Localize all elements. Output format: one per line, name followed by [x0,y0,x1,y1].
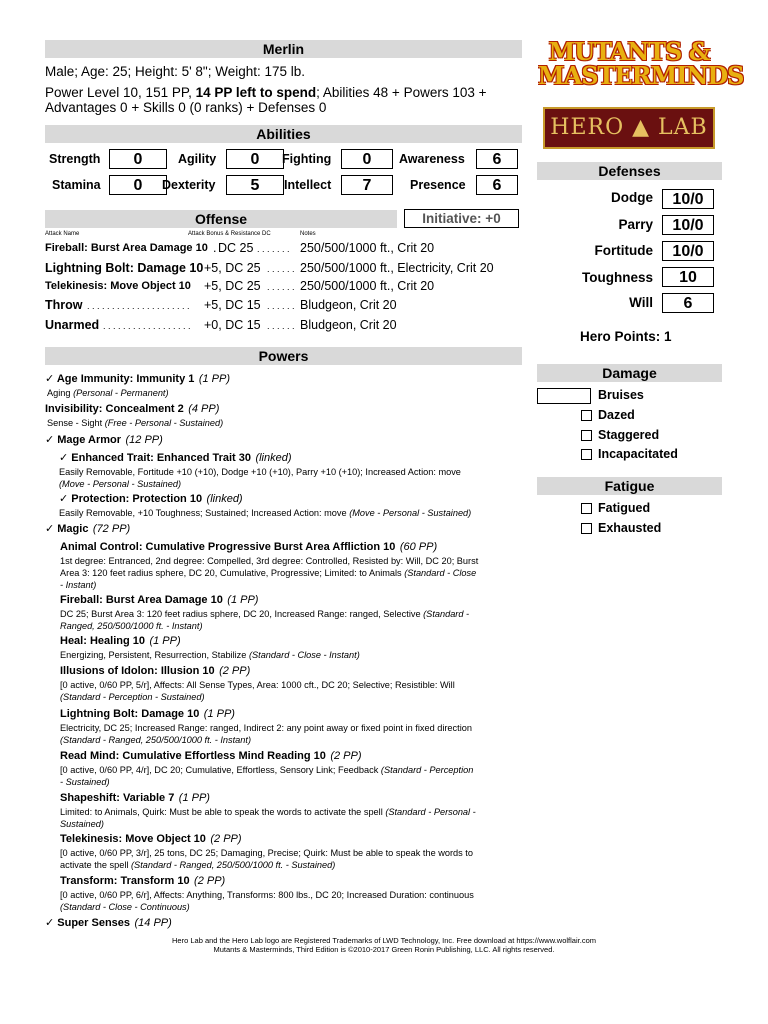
power-desc: DC 25; Burst Area 3: 120 feet radius sphere, DC 20, Increased Range: ranged, Selective [60,609,421,619]
power-desc: Energizing, Persistent, Resurrection, Stabilize [60,650,247,660]
attack-notes: Bludgeon, Crit 20 [300,318,397,332]
mutants-masterminds-logo [538,37,744,92]
attack-name: Fireball: Burst Area Damage 10 [45,242,208,254]
power-title: ✓ Magic [45,523,89,535]
power-desc: Sense - Sight [47,418,103,428]
power-action: (Move - Personal - Sustained) [59,479,182,489]
power-cost: (2 PP) [219,665,251,677]
attack-row [45,298,525,316]
power-fireball [60,590,469,632]
attack-notes: Bludgeon, Crit 20 [300,298,397,312]
presence-value: 6 [476,175,518,195]
power-lightning-bolt [60,704,472,746]
character-name: Merlin [45,40,522,58]
attack-bonus: +5, DC 15 [204,298,261,312]
attack-dots: . . . . . . . [257,244,290,254]
power-desc: Electricity, DC 25; Increased Range: ranged, Indirect 2: any point away or fixed point in fixed direction [60,723,472,733]
power-read-mind [60,746,473,788]
attack-dots: . . . . . . [267,301,295,311]
power-action: (Standard - Perception - Sustained) [60,692,205,702]
power-action: (Standard - Personal - [385,807,476,817]
staggered-row [581,428,659,442]
power-title: ✓ Enhanced Trait: Enhanced Trait 30 [59,452,251,464]
power-cost: (72 PP) [92,523,131,535]
power-shapeshift [60,788,476,830]
attack-name: Lightning Bolt: Damage 10 [45,261,204,275]
fatigued-row [581,501,650,515]
power-title: ✓ Age Immunity: Immunity 1 [45,373,195,385]
power-desc: 1st degree: Entranced, 2nd degree: Compelled, 3rd degree: Controlled, Resisted by: Will, DC 20; Burst [60,556,479,566]
power-cost: (2 PP) [210,833,242,845]
toughness-label: Toughness [581,270,653,285]
damage-header: Damage [537,364,722,382]
attack-bonus: +0, DC 15 [204,318,261,332]
dodge-label: Dodge [611,190,653,205]
incapacitated-label: Incapacitated [598,447,678,461]
will-value: 6 [662,293,714,313]
logo-line2: MASTERMINDS [538,61,744,90]
power-cost: (linked) [206,493,243,505]
dazed-checkbox[interactable] [581,410,592,421]
toughness-value: 10 [662,267,714,287]
power-title: ✓ Mage Armor [45,434,122,446]
power-title: Illusions of Idolon: Illusion 10 [60,665,215,677]
attack-row [45,318,525,336]
attack-leader: . . . . . . . . . . . . . . . . . . [103,321,191,331]
power-mage-armor [45,430,163,448]
footer [0,936,768,954]
power-cost: (4 PP) [188,403,220,415]
power-action: Ranged, 250/500/1000 ft. - Instant) [60,621,203,631]
power-invisibility [45,399,223,429]
power-action: (Standard - [423,609,470,619]
dazed-row [581,408,635,422]
power-level-line [45,85,487,100]
power-desc: Area 3: 120 feet radius sphere, DC 20, Cumulative, Progressive; Limited: to Animals [60,568,402,578]
power-cost: (linked) [255,452,292,464]
attack-bonus: +5, DC 25 [204,279,261,293]
col-attack-bonus: Attack Bonus & Resistance DC [188,231,271,237]
power-desc: activate the spell [60,860,129,870]
attack-bonus: +5, DC 25 [204,261,261,275]
attack-name: Throw [45,298,83,312]
attack-row [45,279,525,297]
power-protection [59,489,471,519]
exhausted-row [581,521,661,535]
staggered-label: Staggered [598,428,660,442]
power-cost: (1 PP) [149,635,181,647]
intellect-value: 7 [341,175,393,195]
power-level-breakdown-2: Advantages 0 + Skills 0 (0 ranks) + Defenses 0 [45,100,327,115]
power-heal [60,631,360,661]
fortitude-value: 10/0 [662,241,714,261]
will-label: Will [629,295,653,310]
power-action: (Move - Personal - Sustained) [349,508,472,518]
footer-line1: Hero Lab and the Hero Lab logo are Registered Trademarks of LWD Technology, Inc. Free download at https://www.wolflair.com [172,936,596,945]
power-age-immunity [45,369,230,399]
dexterity-label: Dexterity [162,178,216,192]
attack-leader: . [213,241,217,255]
dodge-value: 10/0 [662,189,714,209]
power-action: (Standard - Close [404,568,477,578]
power-animal-control [60,537,478,591]
agility-label: Agility [178,152,217,166]
attack-name: Telekinesis: Move Object 10 [45,280,191,292]
logo-line1: MUTANTS & [548,37,710,66]
bruises-label: Bruises [598,388,644,402]
power-super-senses [45,913,172,931]
power-title: Heal: Healing 10 [60,635,145,647]
powers-header: Powers [45,347,522,365]
power-title: Invisibility: Concealment 2 [45,403,184,415]
power-cost: (1 PP) [203,708,235,720]
offense-header: Offense [45,210,397,228]
power-telekinesis [60,829,473,871]
character-bio: Male; Age: 25; Height: 5' 8"; Weight: 175 lb. [45,64,306,79]
power-desc: Easily Removable, Fortitude +10 (+10), Dodge +10 (+10), Parry +10 (+10); Increased Action: move [59,467,461,477]
attack-bonus: DC 25 [218,241,254,255]
initiative: Initiative: +0 [404,209,519,228]
attack-notes: 250/500/1000 ft., Electricity, Crit 20 [300,261,494,275]
defenses-header: Defenses [537,162,722,180]
power-cost: (12 PP) [125,434,163,446]
attack-row [45,241,525,259]
power-action: (Personal - Permanent) [73,388,169,398]
fatigue-header: Fatigue [537,477,722,495]
power-title: Lightning Bolt: Damage 10 [60,708,200,720]
attack-dots: . . . . . . [267,264,295,274]
power-cost: (60 PP) [399,541,438,553]
power-transform [60,871,474,913]
col-notes: Notes [300,231,316,237]
power-level-text: Power Level 10, 151 PP, [45,85,196,100]
power-action: (Free - Personal - Sustained) [104,418,224,428]
power-desc: Easily Removable, +10 Toughness; Sustained; Increased Action: move [59,508,347,518]
attack-dots: . . . . . . [267,321,295,331]
intellect-label: Intellect [284,178,332,192]
power-title: Transform: Transform 10 [60,875,190,887]
power-cost: (1 PP) [178,792,210,804]
abilities-header: Abilities [45,125,522,143]
attack-notes: 250/500/1000 ft., Crit 20 [300,279,435,293]
attack-row [45,261,525,279]
dazed-label: Dazed [598,408,635,422]
power-title: ✓ Super Senses [45,917,131,929]
power-enhanced-trait [59,448,461,490]
parry-label: Parry [618,217,653,232]
attack-dots: . . . . . . [267,282,295,292]
strength-label: Strength [49,152,101,166]
attack-leader: . . . . . . . . . . . . . . . . . . . . . [87,301,190,311]
col-attack-name: Attack Name [45,231,80,237]
staggered-checkbox[interactable] [581,430,592,441]
power-title: Read Mind: Cumulative Effortless Mind Reading 10 [60,750,326,762]
power-title: Animal Control: Cumulative Progressive Burst Area Affliction 10 [60,541,396,553]
fatigued-label: Fatigued [598,501,651,515]
pp-left: 14 PP left to spend [195,85,317,100]
power-desc: [0 active, 0/60 PP, 5/r], Affects: All Sense Types, Area: 1000 cft., DC 20; Selective; Resistible: Will [60,680,455,690]
power-action: - Sustained) [60,777,110,787]
hero-lab-logo: HERO ▲ LAB [543,107,715,149]
power-action: - Instant) [60,580,97,590]
hero-points: Hero Points: 1 [580,329,672,344]
power-title: Telekinesis: Move Object 10 [60,833,206,845]
attack-name: Unarmed [45,318,100,332]
power-cost: (2 PP) [194,875,226,887]
power-illusions [60,661,455,703]
stamina-value: 0 [109,175,167,195]
awareness-label: Awareness [399,152,465,166]
fighting-label: Fighting [282,152,332,166]
incapacitated-checkbox[interactable] [581,449,592,460]
power-action: (Standard - Close - Instant) [248,650,360,660]
power-desc: Limited: to Animals, Quirk: Must be able to speak the words to activate the spell [60,807,383,817]
stamina-label: Stamina [52,178,101,192]
power-action: (Standard - Perception [380,765,474,775]
power-desc: Aging [47,388,71,398]
dexterity-value: 5 [226,175,284,195]
fortitude-label: Fortitude [594,243,653,258]
power-cost: (1 PP) [198,373,231,385]
power-title: Fireball: Burst Area Damage 10 [60,594,223,606]
power-cost: (1 PP) [227,594,259,606]
exhausted-label: Exhausted [598,521,662,535]
awareness-value: 6 [476,149,518,169]
exhausted-checkbox[interactable] [581,523,592,534]
power-desc: [0 active, 0/60 PP, 3/r], 25 tons, DC 25; Damaging, Precise; Quirk: Must be able to speak the words to [60,848,473,858]
incapacitated-row [581,447,678,461]
power-action: (Standard - Ranged, 250/500/1000 ft. - Sustained) [131,860,336,870]
power-action: (Standard - Close - Continuous) [60,902,190,912]
power-level-breakdown: ; Abilities 48 + Powers 103 + [316,85,487,100]
power-desc: [0 active, 0/60 PP, 6/r], Affects: Anything, Transforms: 800 lbs., DC 20; Increased Duration: continuous [60,890,474,900]
fighting-value: 0 [341,149,393,169]
presence-label: Presence [410,178,466,192]
parry-value: 10/0 [662,215,714,235]
power-magic [45,519,130,537]
power-cost: (14 PP) [134,917,172,929]
power-desc: [0 active, 0/60 PP, 4/r], DC 20; Cumulative, Effortless, Sensory Link; Feedback [60,765,379,775]
agility-value: 0 [226,149,284,169]
attack-notes: 250/500/1000 ft., Crit 20 [300,241,435,255]
power-action: (Standard - Ranged, 250/500/1000 ft. - Instant) [60,735,252,745]
power-cost: (2 PP) [330,750,362,762]
strength-value: 0 [109,149,167,169]
power-title: ✓ Protection: Protection 10 [59,493,203,505]
footer-line2: Mutants & Masterminds, Third Edition is ©2010-2017 Green Ronin Publishing, LLC. All rights reserved. [213,945,555,954]
power-action: Sustained) [60,819,104,829]
power-title: Shapeshift: Variable 7 [60,792,175,804]
bruises-input[interactable] [537,388,591,404]
fatigued-checkbox[interactable] [581,503,592,514]
